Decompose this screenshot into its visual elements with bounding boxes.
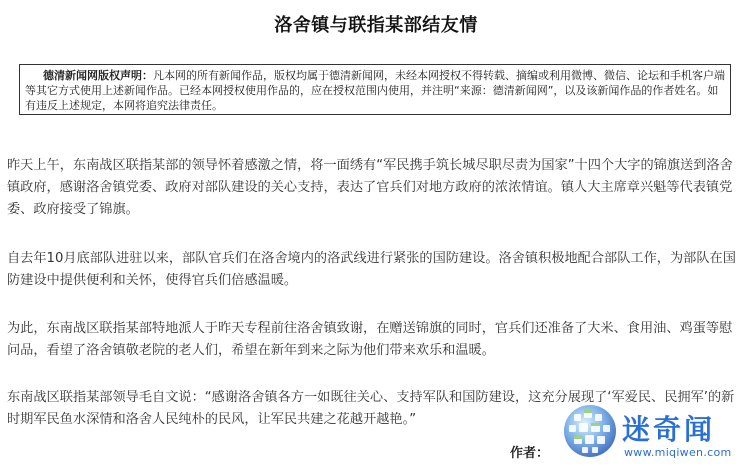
globe-icon [560, 400, 620, 462]
article-paragraph: 东南战区联指某部领导毛自文说：“感谢洛舍镇各方一如既往关心、支持军队和国防建设，这充分展现了‘军爱民、民拥军’的新时期军民鱼水深情和洛舍人民纯朴的民风，让军民共建之花越开越艳。” [7, 390, 735, 427]
copyright-label: 德清新闻网版权声明： [43, 69, 153, 82]
site-watermark [560, 400, 750, 466]
copyright-notice [19, 64, 731, 115]
page-title: 洛舍镇与联指某部结友情 [274, 15, 478, 36]
article-paragraph: 昨天上午，东南战区联指某部的领导怀着感激之情，将一面绣有“军民携手筑长城尽职尽责为国家”十四个大字的锦旗送到洛舍镇政府，感谢洛舍镇党委、政府对部队建设的关心支持，表达了官兵们对地方政府的浓浓情谊。镇人大主席章兴魁等代表镇党委、政府接受了锦旗。 [7, 158, 733, 217]
watermark-url: www.miqiwen.com [624, 446, 732, 459]
article-paragraph: 为此，东南战区联指某部特地派人于昨天专程前往洛舍镇致谢，在赠送锦旗的同时，官兵们还准备了大米、食用油、鸡蛋等慰问品，看望了洛舍镇敬老院的老人们，希望在新年到来之际为他们带来欢乐和温暖。 [7, 321, 733, 358]
author-label: 作者： [510, 446, 550, 461]
watermark-title: 迷奇闻 [622, 413, 716, 446]
article-paragraph: 自去年10月底部队进驻以来，部队官兵们在洛舍境内的洛武线进行紧张的国防建设。洛舍镇积极地配合部队工作，为部队在国防建设中提供便利和关怀，使得官兵们倍感温暖。 [7, 251, 736, 288]
copyright-text: 凡本网的所有新闻作品，版权均属于德清新闻网，未经本网授权不得转载、摘编或利用微博、微信、论坛和手机客户端等其它方式使用上述新闻作品。已经本网授权使用作品的，应在授权范围内使用，并注明“来源：德清新闻网”，以及该新闻作品的作者姓名。如有违反上述规定，本网将追究法律责任。 [25, 69, 725, 112]
